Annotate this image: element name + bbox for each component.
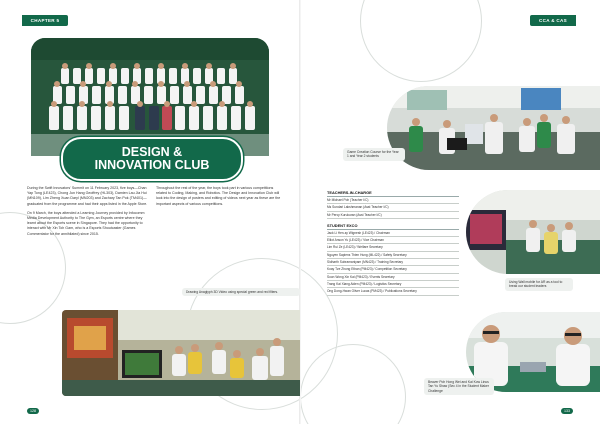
- teacher-row: Ms Sundari Lakshmanan (Asst Teacher I/C): [327, 204, 459, 211]
- exco-row: Sidharth Subramaniyam (MN423) / Training Secretary: [327, 259, 459, 266]
- exco-heading: STUDENT EXCO: [327, 223, 459, 230]
- exco-row: Nguyen Sapiens Thien Hung (ML422) / Safety Secretary: [327, 252, 459, 259]
- decorative-ring: [360, 0, 482, 82]
- teachers-heading: TEACHERS-IN-CHARGE: [327, 190, 459, 197]
- exco-row: Elliot Anson Yu (LE423) / Vice Chairman: [327, 237, 459, 244]
- section-tag: CCA & CAS: [530, 15, 576, 26]
- classroom-photo: [62, 310, 300, 396]
- exco-row: Koay Tze Zhong Ethan (PM423) / Competition Secretary: [327, 266, 459, 273]
- club-title-banner: [61, 137, 243, 181]
- page-number-right: 133: [561, 408, 573, 414]
- exco-row: Ong Dong-Hwan Oliver Lucas (PM423) / Publications Secretary: [327, 288, 459, 295]
- body-column-1: [27, 186, 152, 241]
- members-table: [327, 190, 459, 296]
- title-line-2: INNOVATION CLUB: [94, 158, 210, 172]
- title-line-1: DESIGN &: [121, 145, 183, 159]
- exco-row: Soon Wong Xin Kai (PM423) / Events Secretary: [327, 274, 459, 281]
- exco-row: Lim Rui Ze (LE423) / Welfare Secretary: [327, 244, 459, 251]
- paragraph: Throughout the rest of the year, the boys took part in various competitions related to Coding, Making, and Robotics. The Design and Innovation Club will look into the design of posters and editing of videos next year as these are the important aspects of various competitions.: [156, 186, 281, 206]
- chapter-tag: CHAPTER 5: [22, 15, 68, 26]
- page-number-left: 128: [27, 408, 39, 414]
- paragraph: On 9 March, the boys attended a Learning Journey provided by Infocomm Media Development Authority to The Gym, an Esports centre where they learnt about the Esports scene in Singapore. They had the opportunity to interact with Mr Xin Toh Gam, who is a Esports Shoutcaster (Games Commentator for the annihilated) since 2015.: [27, 210, 145, 236]
- photo-caption: Game Creation Course for the Year 1 and Year 2 students: [343, 148, 405, 161]
- photo-caption: Using Wall mobile for AR as a tool to break our student leaders: [505, 278, 573, 291]
- body-column-2: [156, 186, 281, 211]
- photo-caption: Beaver Poh Hong Wei and Kai Kow Linus Tan Yu Shaw (Sec 4 in the Student Maker Challenge: [424, 378, 494, 395]
- game-creation-photo: [387, 86, 600, 170]
- photo-caption: Drawing Anaglyph 3D Video using special green and red filters.: [182, 288, 300, 296]
- teacher-row: Mr Percy Kurukuran (Asst Teacher I/C): [327, 212, 459, 219]
- ar-activity-photo: [466, 190, 600, 274]
- paragraph: During the Swift Innovators' Summit on 11 February 2023, five boys—Chan Yap Tong (LE423), Chong Jun Hang Geoffrey (HL303), Damien Lau Jia Hui (MN109), Lim Zheng Xuan Daryl (MN203) and Zachary Tan Pok (TM401)—graduated from the programme and had their apps listed in the Apple Store.: [27, 186, 148, 206]
- exco-row: Jack Li Hen-sy Wignesh (LE423) / Chairman: [327, 230, 459, 237]
- exco-row: Trang Kai Xiang Aiden (PM423) / Logistics Secretary: [327, 281, 459, 288]
- teacher-row: Mr Michael Poh (Teacher I/C): [327, 197, 459, 204]
